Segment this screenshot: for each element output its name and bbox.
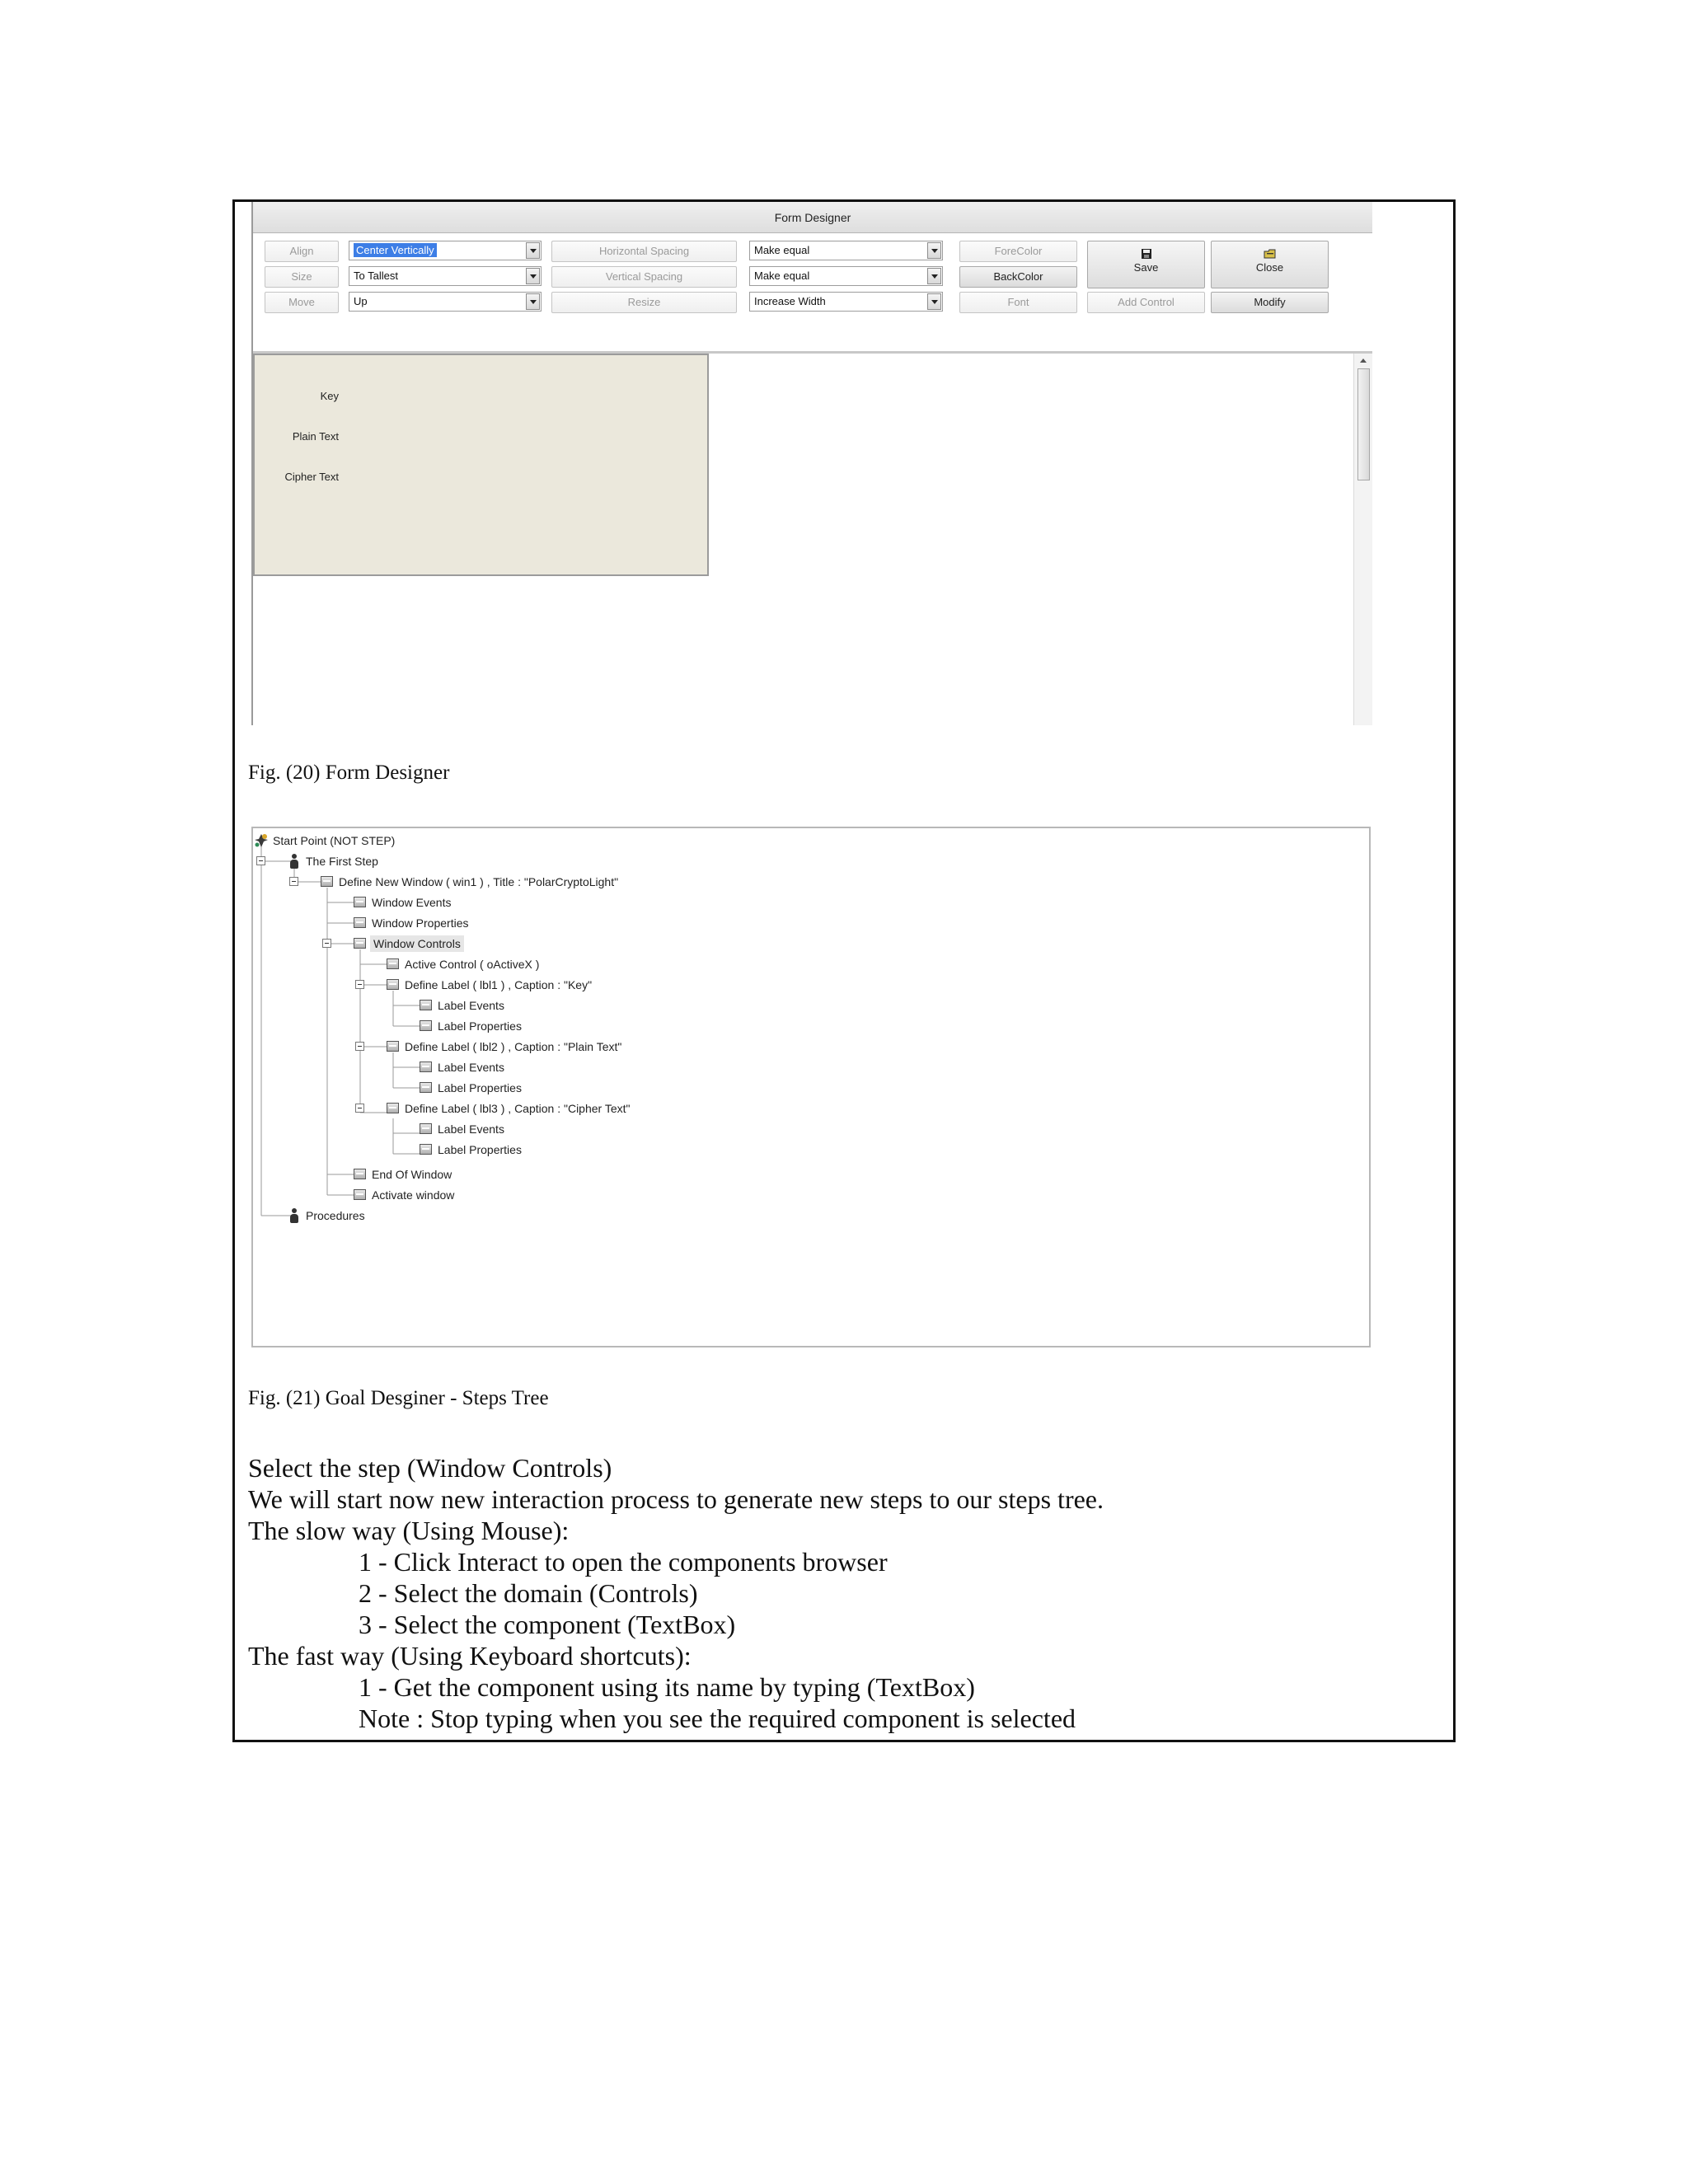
tree-node-label: Active Control ( oActiveX ) [405,958,540,971]
step-icon [420,1020,432,1031]
start-point-icon [253,832,270,849]
step-icon [420,1062,432,1072]
resize-select[interactable] [749,292,943,312]
step-icon [387,1041,399,1052]
tree-node-label: Label Events [438,999,504,1012]
horizontal-spacing-button[interactable]: Horizontal Spacing [551,241,737,262]
form-designer-title: Form Designer [253,202,1372,233]
tree-node-label: Window Events [372,896,452,909]
resize-select-value: Increase Width [754,295,826,307]
step-icon [354,938,366,949]
tree-node-label: Procedures [306,1209,365,1222]
add-control-button[interactable]: Add Control [1087,292,1205,313]
step-icon [420,1082,432,1093]
size-button[interactable]: Size [265,266,339,288]
tree-node-label: Define Label ( lbl2 ) , Caption : "Plain Text" [405,1040,622,1053]
person-icon [290,1208,298,1223]
vertical-spacing-select[interactable] [749,266,943,286]
collapse-window-icon[interactable] [289,877,298,886]
step-icon [420,1144,432,1155]
form-label-key[interactable]: Key [320,390,339,402]
step-icon [354,897,366,907]
align-select-value: Center Vertically [354,243,437,257]
body-line: 1 - Get the component using its name by typing (TextBox) [359,1672,975,1702]
align-button[interactable]: Align [265,241,339,262]
collapse-label2-icon[interactable] [355,1042,364,1051]
tree-node-label: Define Label ( lbl1 ) , Caption : "Key" [405,978,593,991]
body-line: We will start now new interaction process to generate new steps to our steps tree. [248,1484,1104,1514]
tree-node-label: Label Events [438,1061,504,1074]
tree-node-label-selected: Window Controls [370,935,464,952]
vertical-scrollbar[interactable] [1353,354,1372,725]
step-icon [321,876,333,887]
tree-node-label: Start Point (NOT STEP) [273,834,396,847]
horizontal-spacing-value: Make equal [754,244,810,256]
resize-button[interactable]: Resize [551,292,737,313]
save-button[interactable] [1087,241,1205,288]
body-line: Note : Stop typing when you see the required component is selected [359,1704,1076,1733]
vertical-spacing-button[interactable]: Vertical Spacing [551,266,737,288]
step-icon [354,1169,366,1179]
body-line: Select the step (Window Controls) [248,1453,612,1483]
move-select-value: Up [354,295,368,307]
person-icon [290,854,298,869]
modify-button[interactable]: Modify [1211,292,1329,313]
close-button[interactable] [1211,241,1329,288]
collapse-label3-icon[interactable] [355,1104,364,1113]
tree-node-label: Define New Window ( win1 ) , Title : "PolarCryptoLight" [339,875,619,888]
chevron-down-icon[interactable] [927,242,941,259]
collapse-window-controls-icon[interactable] [322,939,331,948]
step-icon [420,1000,432,1010]
form-label-cipher-text[interactable]: Cipher Text [284,471,339,483]
font-button[interactable]: Font [959,292,1077,313]
move-select[interactable] [349,292,542,312]
tree-node-label: Define Label ( lbl3 ) , Caption : "Cipher Text" [405,1102,631,1115]
body-line: 2 - Select the domain (Controls) [359,1578,698,1608]
step-icon [354,917,366,928]
step-icon [387,958,399,969]
tree-node-label: Label Properties [438,1081,522,1094]
tree-node-label: Label Properties [438,1019,522,1033]
collapse-label1-icon[interactable] [355,980,364,989]
form-label-plain-text[interactable]: Plain Text [292,430,339,443]
body-line: 3 - Select the component (TextBox) [359,1610,736,1639]
figure-21-caption: Fig. (21) Goal Desginer - Steps Tree [248,1387,549,1409]
body-line: The fast way (Using Keyboard shortcuts): [248,1641,692,1671]
vertical-spacing-value: Make equal [754,269,810,282]
tree-node-label: End Of Window [372,1168,452,1181]
size-select[interactable] [349,266,542,286]
tree-node-label: Window Properties [372,916,469,930]
design-canvas[interactable] [253,354,1372,725]
backcolor-button[interactable]: BackColor [959,266,1077,288]
step-icon [354,1189,366,1200]
horizontal-spacing-select[interactable] [749,241,943,260]
forecolor-button[interactable]: ForeColor [959,241,1077,262]
body-line: 1 - Click Interact to open the components browser [359,1547,888,1577]
form-designer-screenshot [251,202,1371,725]
chevron-down-icon[interactable] [526,242,540,259]
collapse-first-step-icon[interactable] [256,856,265,865]
chevron-down-icon[interactable] [927,268,941,284]
step-icon [420,1123,432,1134]
form-designer-toolbar [253,233,1372,354]
design-form[interactable] [253,354,709,576]
size-select-value: To Tallest [354,269,398,282]
chevron-down-icon[interactable] [927,293,941,310]
scrollbar-thumb[interactable] [1357,368,1370,480]
body-line: The slow way (Using Mouse): [248,1516,570,1545]
scroll-up-icon[interactable] [1360,359,1367,363]
floppy-disk-icon [1140,248,1153,260]
folder-icon [1264,248,1277,260]
chevron-down-icon[interactable] [526,293,540,310]
steps-tree [251,827,1371,1347]
align-select[interactable] [349,241,542,260]
step-icon [387,979,399,990]
tree-node-label: Label Events [438,1122,504,1136]
close-button-label: Close [1255,261,1284,274]
figure-20-caption: Fig. (20) Form Designer [248,762,450,784]
tree-node-label: Label Properties [438,1143,522,1156]
move-button[interactable]: Move [265,292,339,313]
tree-node-label: The First Step [306,855,378,868]
tree-node-label: Activate window [372,1188,455,1202]
save-button-label: Save [1133,261,1159,274]
chevron-down-icon[interactable] [526,268,540,284]
step-icon [387,1103,399,1113]
